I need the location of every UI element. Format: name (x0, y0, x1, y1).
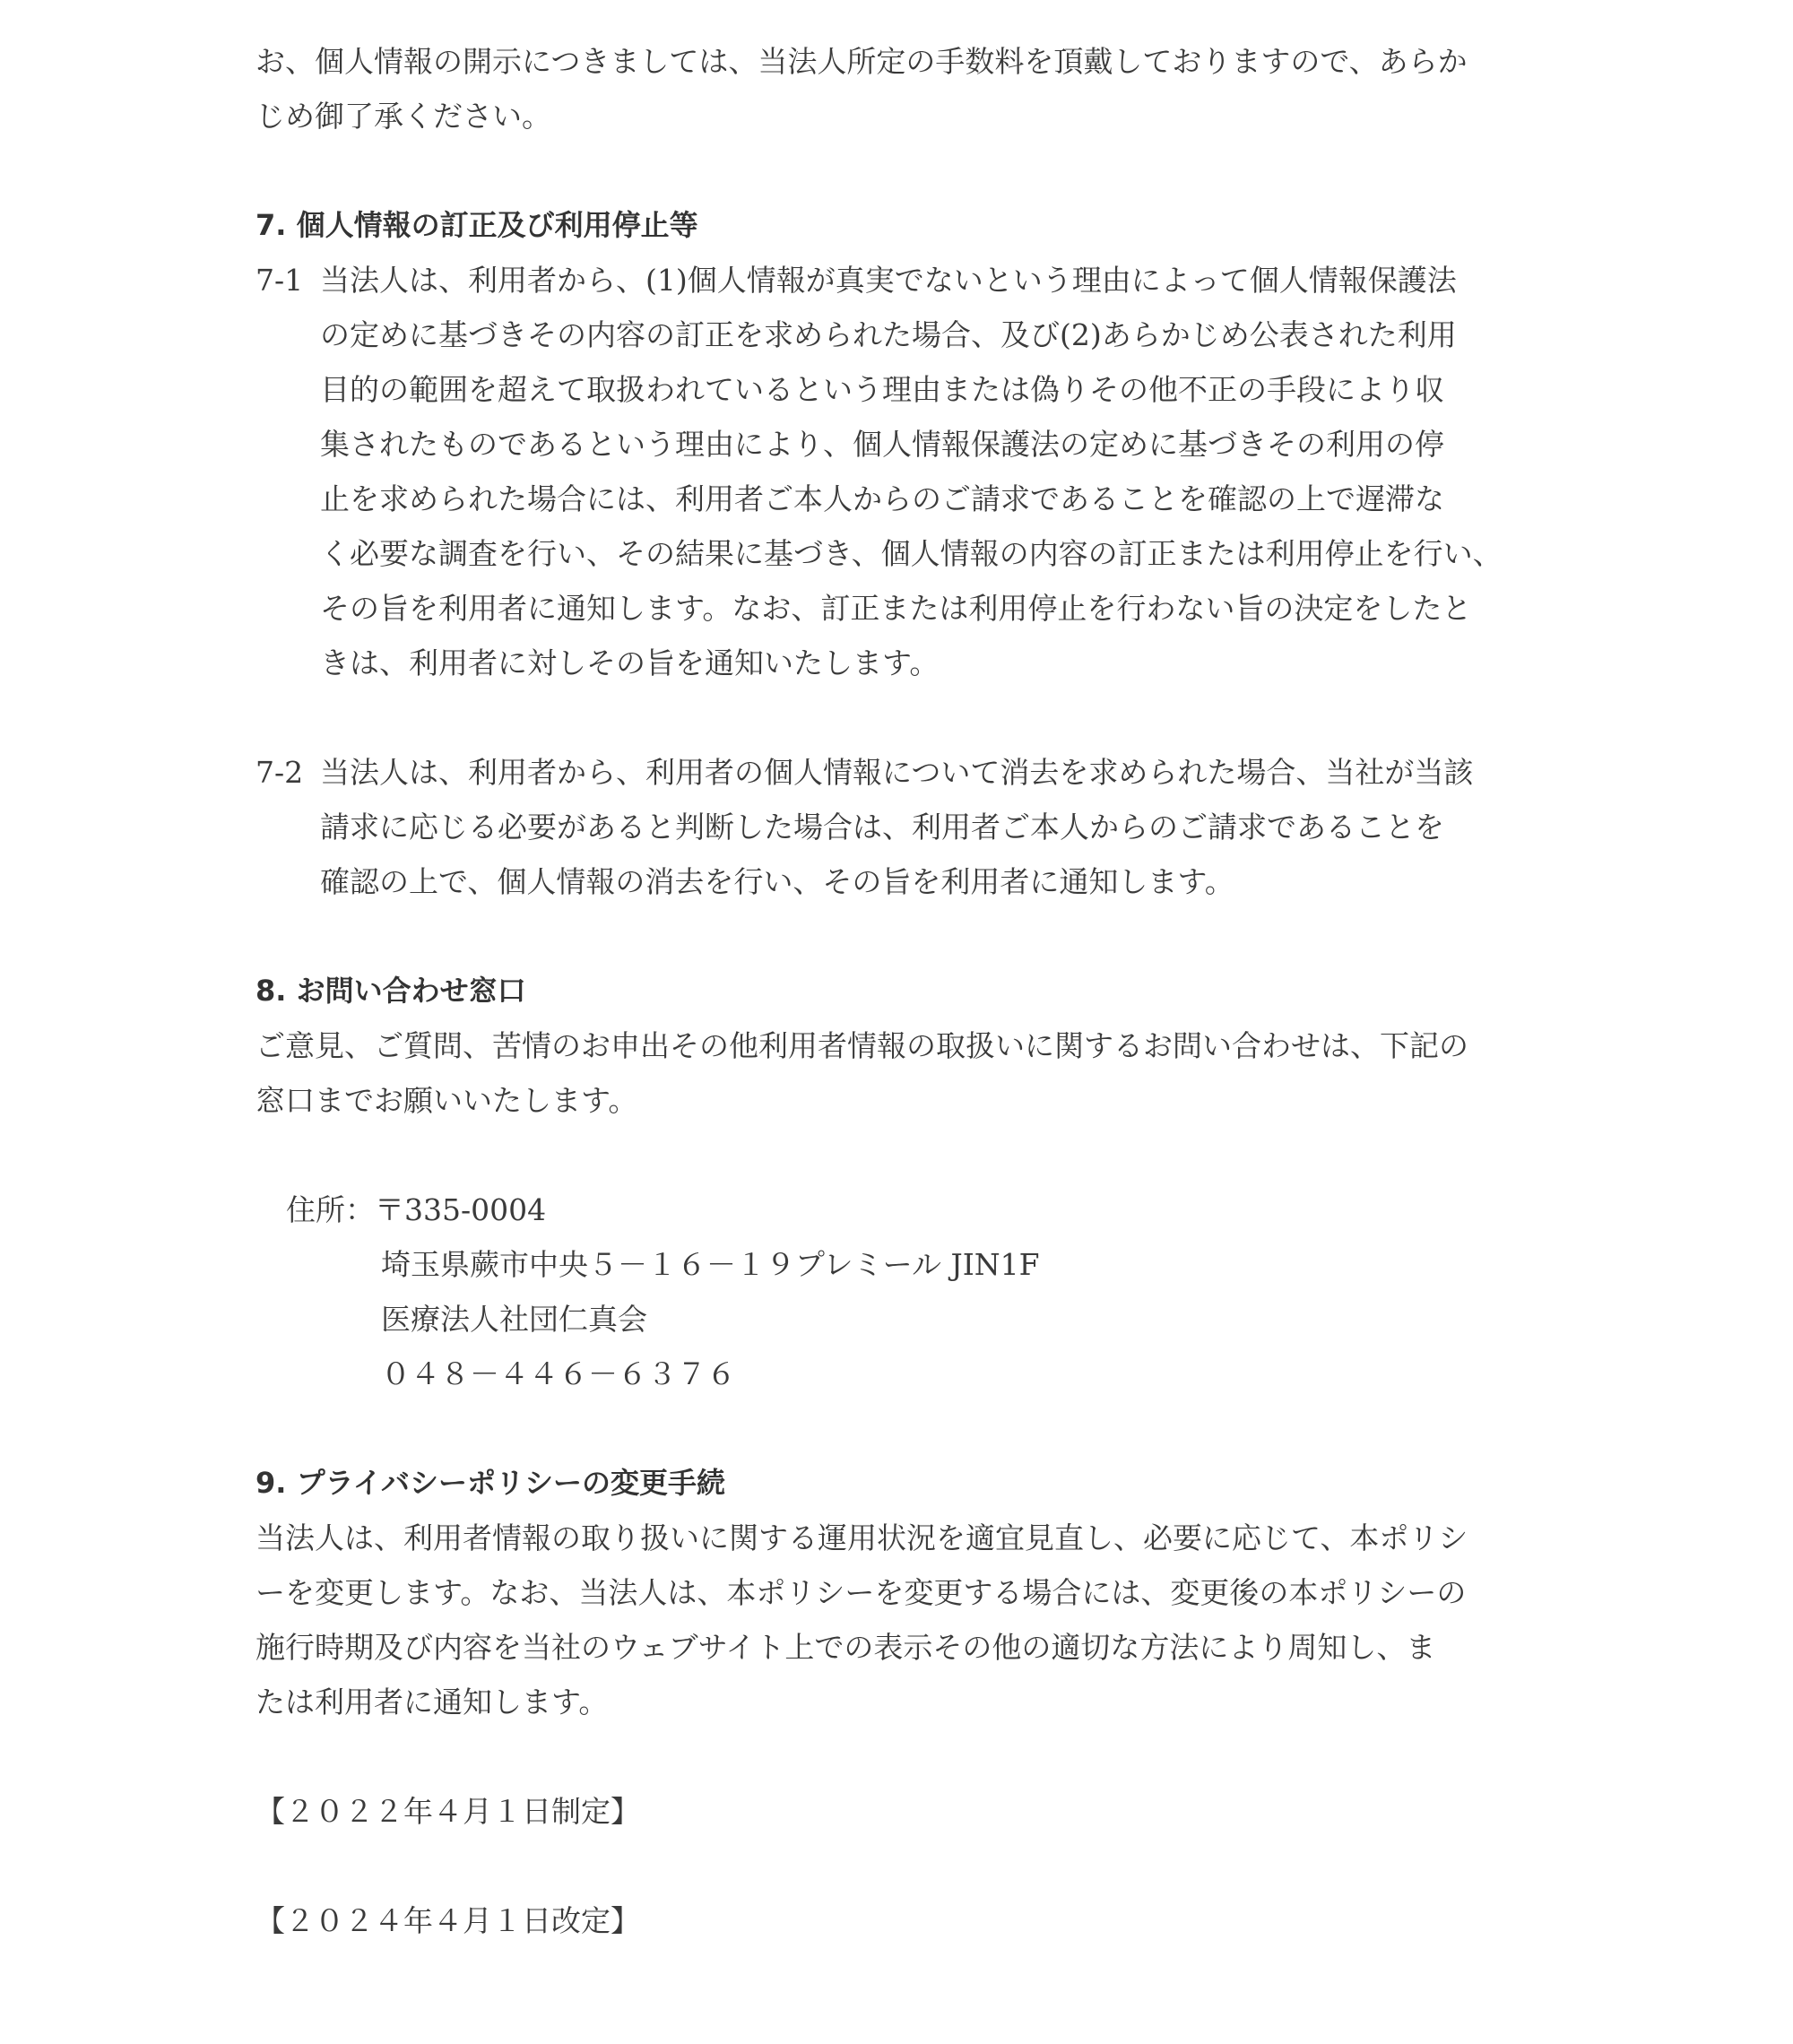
postal-code: 〒335-0004 (375, 1192, 547, 1227)
spacer (256, 1839, 1555, 1893)
contact-line: ご意見、ご質問、苦情のお申出その他利用者情報の取扱いに関するお問い合わせは、下記の (256, 1028, 1468, 1063)
clause-number: 7-2 (256, 755, 304, 790)
revised-date: 【２０２４年４月１日改定】 (256, 1903, 640, 1938)
clause-line: く必要な調査を行い、その結果に基づき、個人情報の内容の訂正または利用停止を行い、 (320, 536, 1503, 571)
intro-line: お、個人情報の開示につきましては、当法人所定の手数料を頂戴しておりますので、あらか (256, 44, 1468, 79)
address-label: 住所： (286, 1192, 375, 1227)
spacer (256, 909, 1555, 964)
clause-line: 当法人は、利用者から、利用者の個人情報について消去を求められた場合、当社が当該 (320, 755, 1474, 790)
change-line: 当法人は、利用者情報の取り扱いに関する運用状況を適宜見直し、必要に応じて、本ポリシ (256, 1520, 1468, 1555)
clause-line: きは、利用者に対しその旨を通知いたします。 (320, 645, 940, 680)
organization-name: 医療法人社団仁真会 (381, 1302, 647, 1337)
clause-line: 当法人は、利用者から、(1)個人情報が真実でないという理由によって個人情報保護法 (320, 263, 1457, 298)
change-line: たは利用者に通知します。 (256, 1685, 609, 1719)
policy-document (256, 34, 1555, 1948)
established-date: 【２０２２年４月１日制定】 (256, 1794, 640, 1829)
clause-line: 請求に応じる必要があると判断した場合は、利用者ご本人からのご請求であることを (320, 810, 1444, 844)
phone-number: ０４８－４４６－６３７６ (381, 1356, 736, 1391)
spacer (256, 690, 1555, 745)
clause-number: 7-1 (256, 263, 304, 298)
intro-line: じめ御了承ください。 (256, 99, 551, 134)
section-7-heading: 7. 個人情報の訂正及び利用停止等 (256, 208, 698, 242)
contact-address (256, 1182, 1555, 1401)
spacer (256, 1128, 1555, 1182)
clause-line: 確認の上で、個人情報の消去を行い、その旨を利用者に通知します。 (320, 864, 1234, 899)
clause-7-2 (256, 745, 1555, 909)
clause-line: 目的の範囲を超えて取扱われているという理由または偽りその他不正の手段により収 (320, 372, 1444, 407)
clause-7-1 (256, 253, 1555, 690)
change-line: ーを変更します。なお、当法人は、本ポリシーを変更する場合には、変更後の本ポリシーの (256, 1575, 1467, 1610)
clause-line: その旨を利用者に通知します。なお、訂正または利用停止を行わない旨の決定をしたと (320, 591, 1472, 626)
clause-line: の定めに基づきその内容の訂正を求められた場合、及び(2)あらかじめ公表された利用 (320, 317, 1457, 352)
clause-line: 集されたものであるという理由により、個人情報保護法の定めに基づきその利用の停 (320, 427, 1444, 462)
spacer (256, 143, 1555, 198)
spacer (256, 1401, 1555, 1456)
section-8-heading: 8. お問い合わせ窓口 (256, 974, 526, 1008)
section-9-heading: 9. プライバシーポリシーの変更手続 (256, 1466, 725, 1500)
clause-line: 止を求められた場合には、利用者ご本人からのご請求であることを確認の上で遅滞な (320, 481, 1444, 516)
change-line: 施行時期及び内容を当社のウェブサイト上での表示その他の適切な方法により周知し、ま (256, 1630, 1436, 1665)
street-address: 埼玉県蕨市中央５－１６－１９プレミール JIN1F (381, 1247, 1040, 1282)
postal-row (286, 1182, 1555, 1237)
spacer (256, 1729, 1555, 1784)
contact-line: 窓口までお願いいたします。 (256, 1083, 638, 1118)
